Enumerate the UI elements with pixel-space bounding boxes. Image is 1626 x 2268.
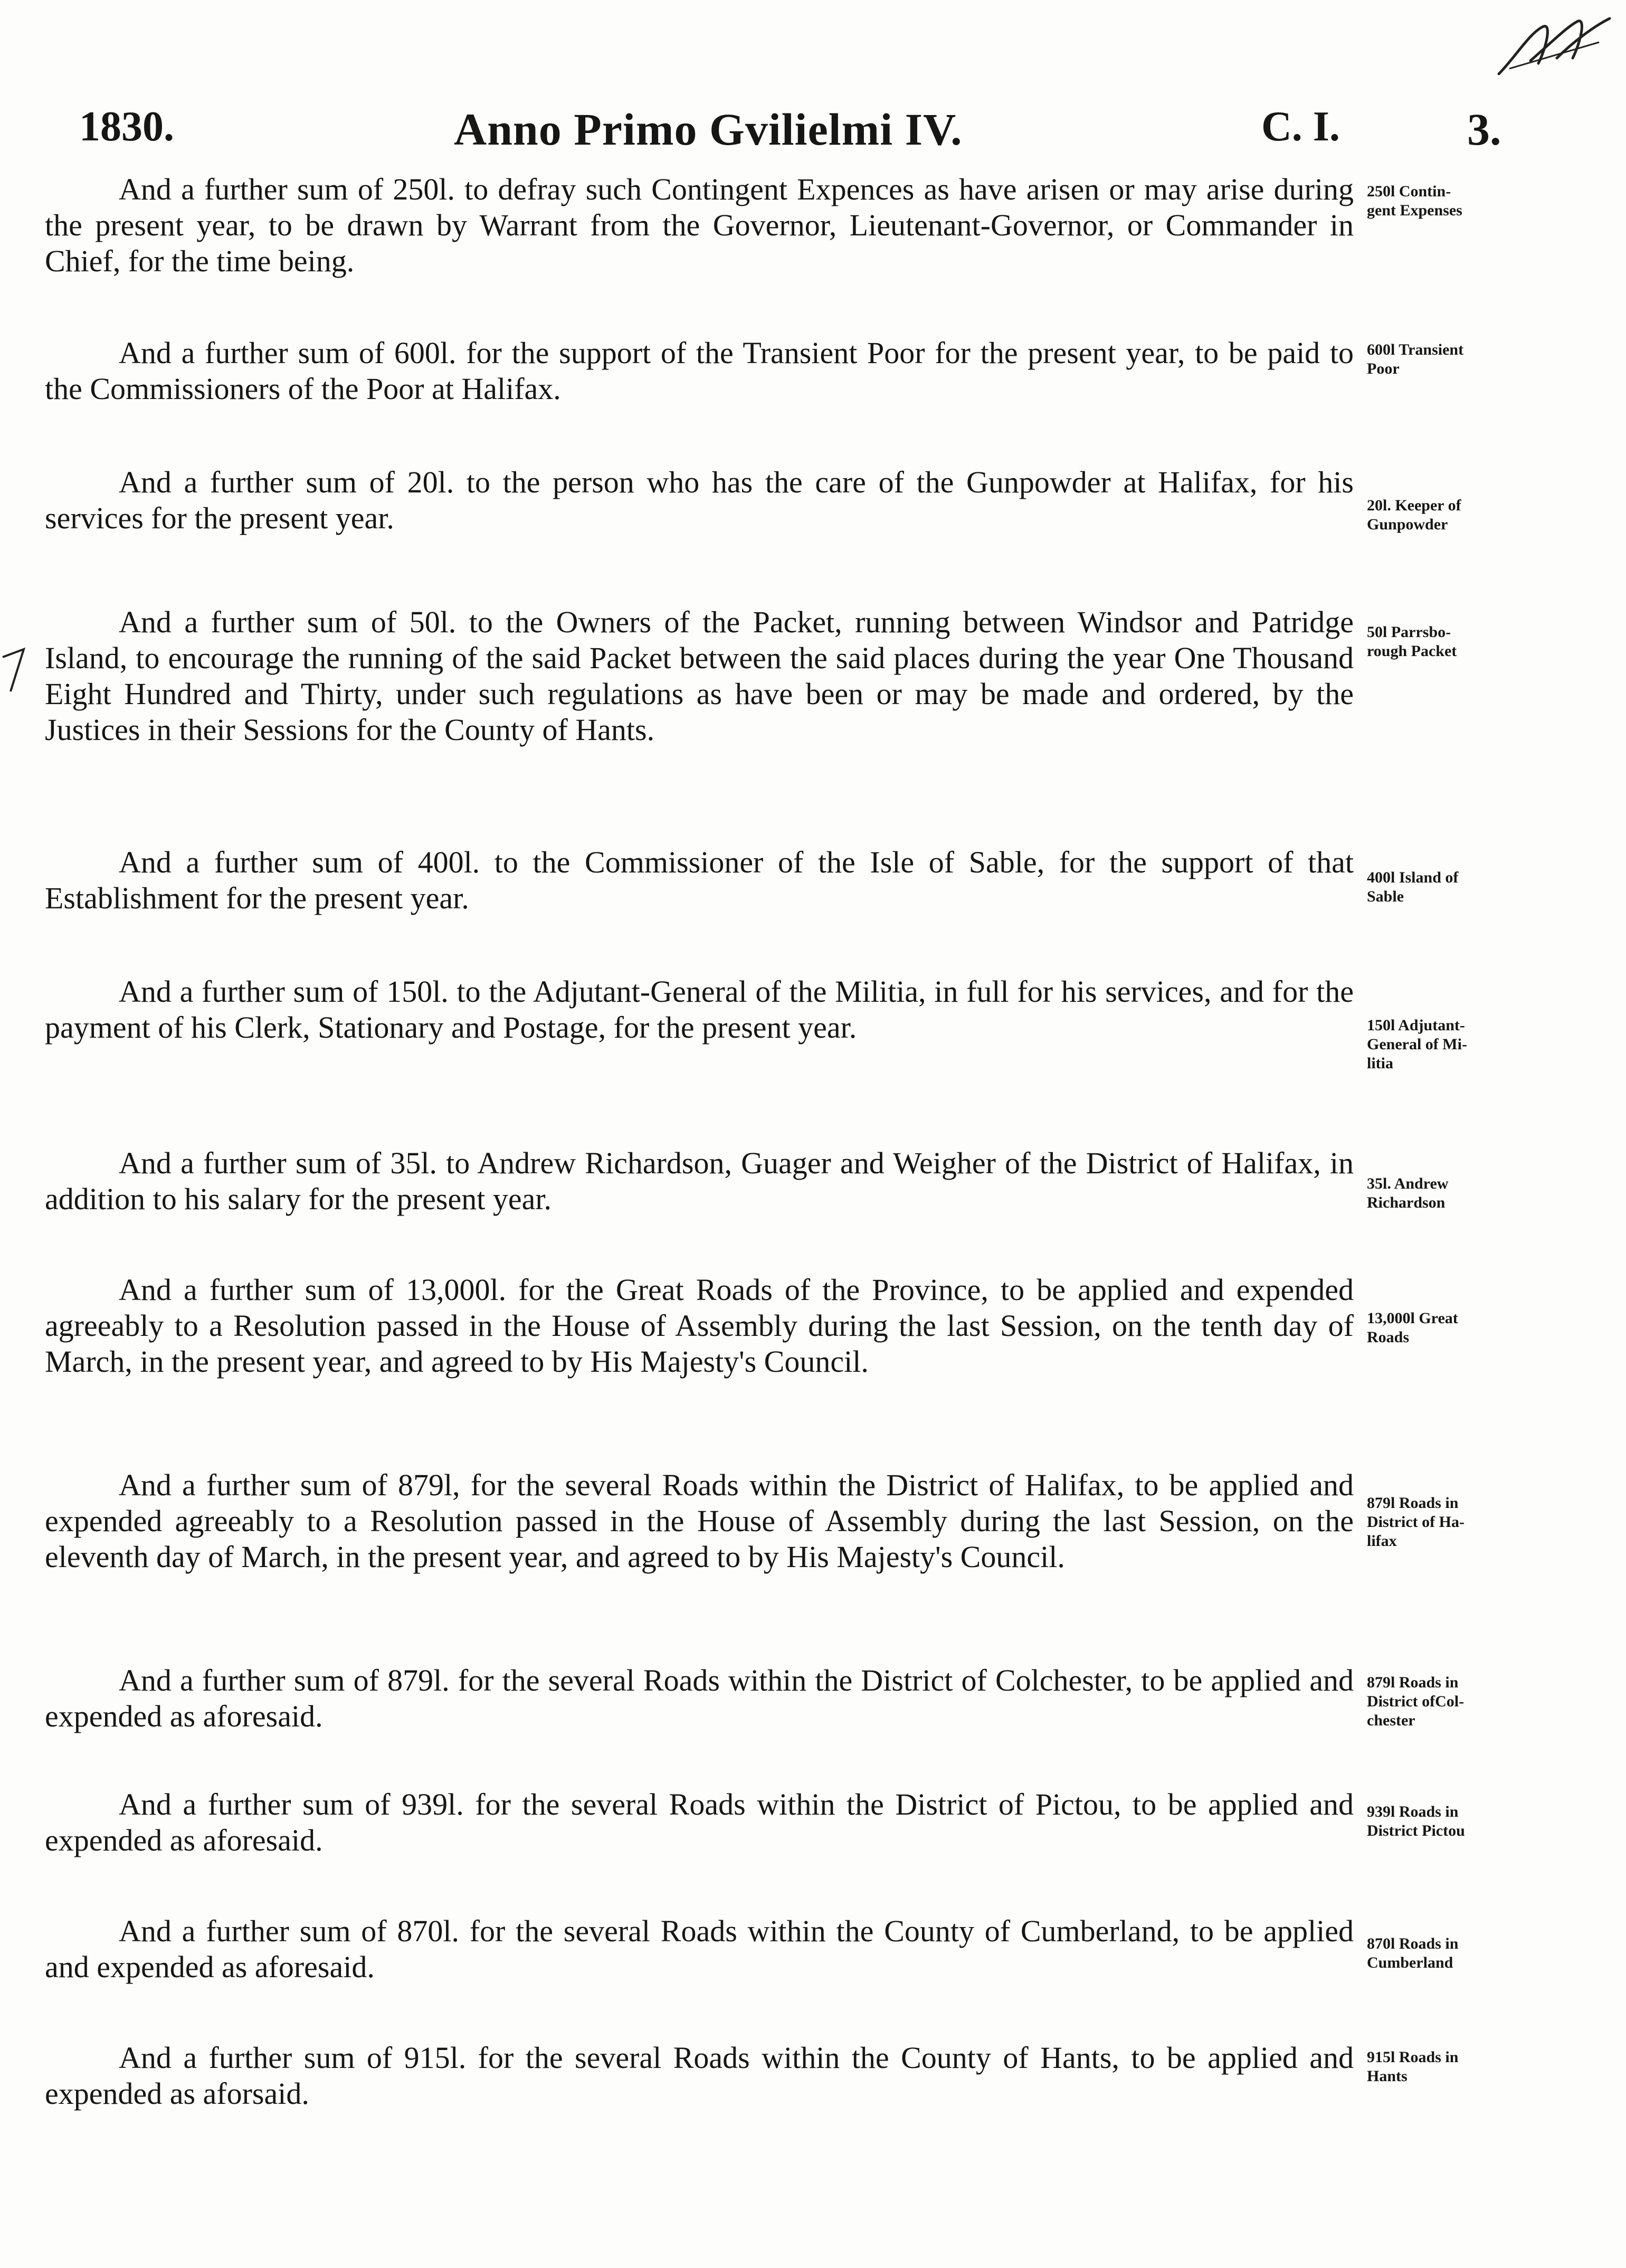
paragraph-roads-colchester: And a further sum of 879l. for the several Roads within the District of Colchester, to be applied and expended as aforesaid. <box>45 1663 1354 1733</box>
paragraph-transient-poor: And a further sum of 600l. for the support of the Transient Poor for the present year, to be paid to the Commissioners of the Poor at Halifax. <box>45 336 1354 406</box>
margin-note-isle-of-sable <box>1367 868 1520 906</box>
page-header <box>79 103 1504 166</box>
margin-note-contingent-expences <box>1367 182 1520 220</box>
margin-note-roads-cumberland <box>1367 1934 1520 1972</box>
paragraph-roads-hants: And a further sum of 915l. for the several Roads within the County of Hants, to be applied and expended as aforsaid. <box>45 2041 1354 2111</box>
margin-note-line: General of Mi- <box>1367 1036 1467 1053</box>
paragraph-isle-of-sable: And a further sum of 400l. to the Commissioner of the Isle of Sable, for the support of that Establishment for the present year. <box>45 845 1354 915</box>
margin-note-roads-colchester <box>1367 1673 1520 1730</box>
handwritten-flourish <box>1494 11 1615 84</box>
paragraph-andrew-richardson: And a further sum of 35l. to Andrew Richardson, Guager and Weigher of the District of Halifax, in addition to his salary for the present year. <box>45 1146 1354 1216</box>
margin-note-line: 879l Roads in <box>1367 1494 1459 1512</box>
margin-note-great-roads <box>1367 1309 1520 1347</box>
margin-note-line: chester <box>1367 1712 1415 1729</box>
margin-note-line: 600l Transient <box>1367 341 1464 358</box>
paragraph-great-roads: And a further sum of 13,000l. for the Great Roads of the Province, to be applied and expended agreeably to a Resolution passed in the House of Assembly during the last Session, on the tenth day of March, in the present year, and agreed to by His Majesty's Council. <box>45 1273 1354 1379</box>
margin-note-line: 870l Roads in <box>1367 1935 1459 1952</box>
header-page-number: 3. <box>1467 104 1501 155</box>
margin-note-line: 250l Contin- <box>1367 183 1451 200</box>
paragraph-contingent-expences: And a further sum of 250l. to defray such Contingent Expences as have arisen or may arise during the present year, to be drawn by Warrant from the Governor, Lieutenant-Governor, or Commander in Chief, for the time being. <box>45 172 1354 278</box>
margin-note-andrew-richardson <box>1367 1174 1520 1212</box>
margin-note-gunpowder <box>1367 496 1520 534</box>
paragraph-adjutant-general: And a further sum of 150l. to the Adjutant-General of the Militia, in full for his services, and for the payment of his Clerk, Stationary and Postage, for the present year. <box>45 974 1354 1045</box>
margin-note-line: District of Ha- <box>1367 1513 1465 1531</box>
margin-note-line: 20l. Keeper of <box>1367 497 1461 514</box>
header-year: 1830. <box>79 103 174 150</box>
margin-note-line: 13,000l Great <box>1367 1309 1458 1327</box>
margin-note-line: litia <box>1367 1055 1393 1072</box>
paragraph-packet: And a further sum of 50l. to the Owners of the Packet, running between Windsor and Patridge Island, to encourage the running of the said Packet between the said places during the year One Thousand Eight Hundred and Thirty, under such regulations as have been or may be made and ordered, by the Justices in their Sessions for the County of Hants. <box>45 605 1354 747</box>
margin-note-line: Gunpowder <box>1367 516 1448 533</box>
margin-note-line: Roads <box>1367 1328 1410 1346</box>
paragraph-roads-cumberland: And a further sum of 870l. for the several Roads within the County of Cumberland, to be applied and expended as aforesaid. <box>45 1914 1354 1984</box>
margin-note-line: Hants <box>1367 2067 1408 2085</box>
margin-note-line: 35l. Andrew <box>1367 1175 1449 1192</box>
margin-note-line: gent Expenses <box>1367 202 1462 219</box>
paragraph-gunpowder: And a further sum of 20l. to the person who has the care of the Gunpowder at Halifax, for his services for the present year. <box>45 465 1354 535</box>
margin-note-line: Sable <box>1367 888 1404 905</box>
margin-note-line: 879l Roads in <box>1367 1674 1459 1691</box>
margin-note-adjutant-general <box>1367 1016 1520 1073</box>
margin-note-line: Poor <box>1367 360 1400 377</box>
margin-note-roads-hants <box>1367 2048 1520 2086</box>
margin-note-line: Cumberland <box>1367 1954 1453 1971</box>
margin-note-line: 939l Roads in <box>1367 1803 1459 1820</box>
paragraph-roads-halifax: And a further sum of 879l, for the several Roads within the District of Halifax, to be applied and expended agreeably to a Resolution passed in the House of Assembly during the last Session, on the eleventh day of March, in the present year, and agreed to by His Majesty's Council. <box>45 1468 1354 1574</box>
margin-note-line: rough Packet <box>1367 642 1457 660</box>
margin-note-packet <box>1367 623 1520 661</box>
margin-note-line: District ofCol- <box>1367 1693 1465 1710</box>
margin-note-line: 400l Island of <box>1367 869 1459 886</box>
margin-note-line: Richardson <box>1367 1194 1446 1211</box>
paragraph-roads-pictou: And a further sum of 939l. for the several Roads within the District of Pictou, to be applied and expended as aforesaid. <box>45 1787 1354 1857</box>
margin-note-line: 150l Adjutant- <box>1367 1017 1465 1034</box>
margin-tick-mark <box>0 647 26 694</box>
header-title: Anno Primo Gvilielmi IV. <box>454 104 963 155</box>
margin-note-transient-poor <box>1367 340 1520 378</box>
margin-note-line: District Pictou <box>1367 1822 1465 1839</box>
margin-note-roads-pictou <box>1367 1802 1520 1840</box>
margin-note-line: lifax <box>1367 1532 1397 1550</box>
header-chapter: C. I. <box>1261 103 1340 150</box>
margin-note-roads-halifax <box>1367 1494 1520 1551</box>
margin-note-line: 915l Roads in <box>1367 2048 1459 2066</box>
margin-note-line: 50l Parrsbo- <box>1367 623 1451 641</box>
